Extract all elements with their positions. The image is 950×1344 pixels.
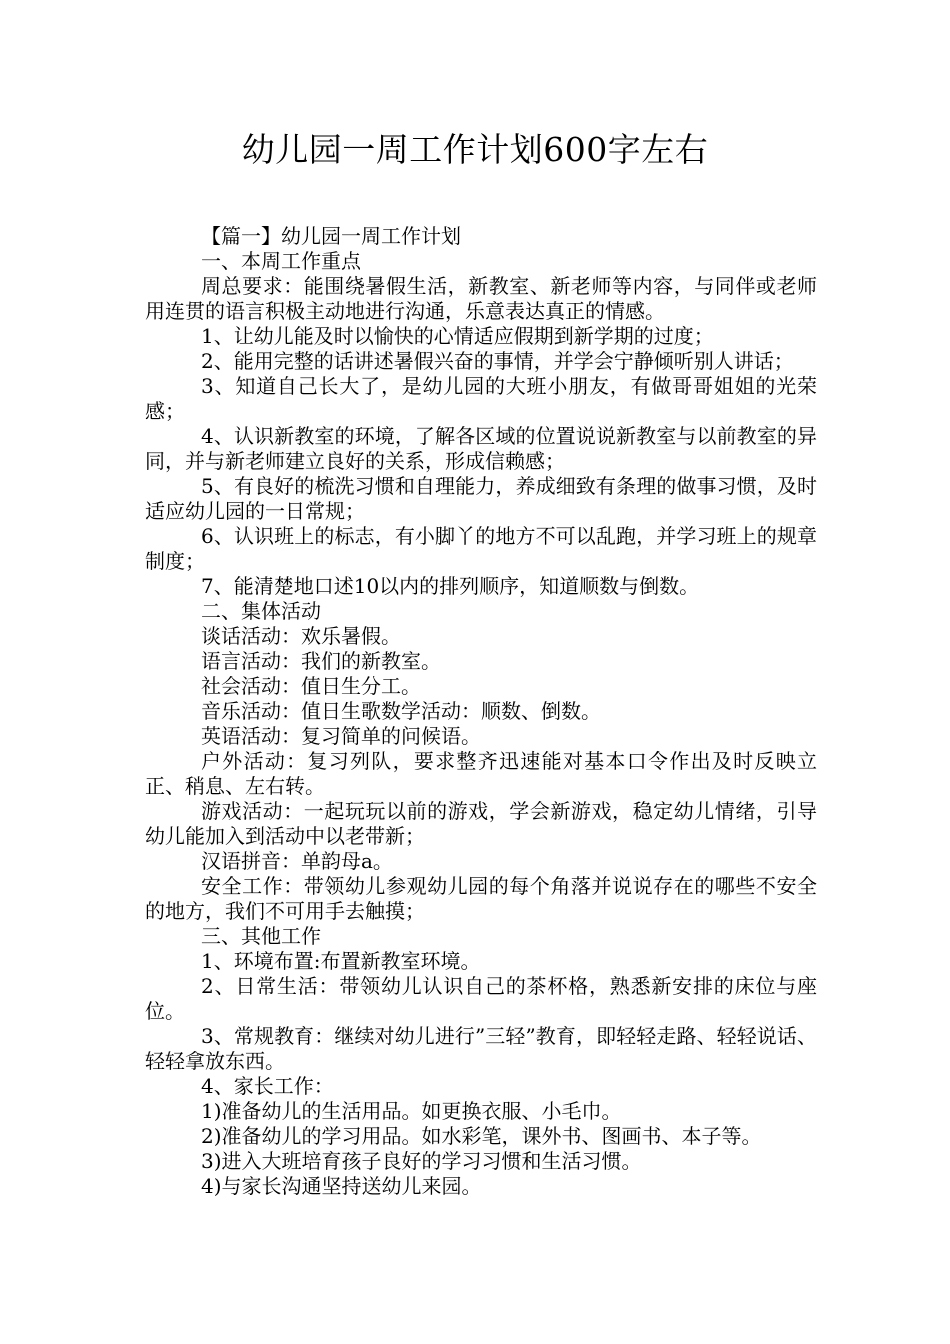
list-item: 4、家长工作：: [201, 1074, 334, 1098]
activity-item: 安全工作：带领幼儿参观幼儿园的每个角落并说说存在的哪些不安全的地方，我们不可用手去触摸；: [145, 874, 817, 923]
list-item: 2、能用完整的话讲述暑假兴奋的事情，并学会宁静倾听别人讲话；: [201, 349, 794, 373]
activity-item: 英语活动：复习简单的问候语。: [201, 724, 481, 748]
list-item: 3、常规教育：继续对幼儿进行”三轻”教育，即轻轻走路、轻轻说话、轻轻拿放东西。: [145, 1024, 817, 1073]
document-body: [145, 224, 817, 1199]
subsection-heading: 二、集体活动: [201, 599, 321, 623]
activity-item: 汉语拼音：单韵母a。: [201, 849, 393, 873]
activity-item: 音乐活动：值日生歌数学活动：顺数、倒数。: [201, 699, 601, 723]
list-item: 1、让幼儿能及时以愉快的心情适应假期到新学期的过度；: [201, 324, 714, 348]
document-title: 幼儿园一周工作计划600字左右: [241, 130, 709, 169]
section-heading: 【篇一】幼儿园一周工作计划: [201, 224, 461, 248]
list-item: 5、有良好的梳洗习惯和自理能力，养成细致有条理的做事习惯，及时适应幼儿园的一日常规；: [145, 474, 817, 523]
activity-item: 户外活动：复习列队，要求整齐迅速能对基本口令作出及时反映立正、稍息、左右转。: [145, 749, 817, 798]
sub-list-item: 2)准备幼儿的学习用品。如水彩笔，课外书、图画书、本子等。: [201, 1124, 762, 1148]
activity-item: 社会活动：值日生分工。: [201, 674, 421, 698]
sub-list-item: 3)进入大班培育孩子良好的学习习惯和生活习惯。: [201, 1149, 642, 1173]
list-item: 3、知道自己长大了，是幼儿园的大班小朋友，有做哥哥姐姐的光荣感；: [145, 374, 817, 423]
list-item: 7、能清楚地口述10以内的排列顺序，知道顺数与倒数。: [201, 574, 700, 598]
activity-item: 游戏活动：一起玩玩以前的游戏，学会新游戏，稳定幼儿情绪，引导幼儿能加入到活动中以老带新；: [145, 799, 817, 848]
activity-item: 语言活动：我们的新教室。: [201, 649, 441, 673]
list-item: 4、认识新教室的环境，了解各区域的位置说说新教室与以前教室的异同，并与新老师建立良好的关系，形成信赖感；: [145, 424, 817, 473]
list-item: 1、环境布置:布置新教室环境。: [201, 949, 481, 973]
subsection-heading: 三、其他工作: [201, 924, 321, 948]
list-item: 6、认识班上的标志，有小脚丫的地方不可以乱跑，并学习班上的规章制度；: [145, 524, 817, 573]
sub-list-item: 4)与家长沟通坚持送幼儿来园。: [201, 1174, 482, 1198]
activity-item: 谈话活动：欢乐暑假。: [201, 624, 401, 648]
subsection-heading: 一、本周工作重点: [201, 249, 361, 273]
sub-list-item: 1)准备幼儿的生活用品。如更换衣服、小毛巾。: [201, 1099, 622, 1123]
paragraph: 周总要求：能围绕暑假生活，新教室、新老师等内容，与同伴或老师用连贯的语言积极主动地进行沟通，乐意表达真正的情感。: [145, 274, 817, 323]
list-item: 2、日常生活：带领幼儿认识自己的茶杯格，熟悉新安排的床位与座位。: [145, 974, 817, 1023]
